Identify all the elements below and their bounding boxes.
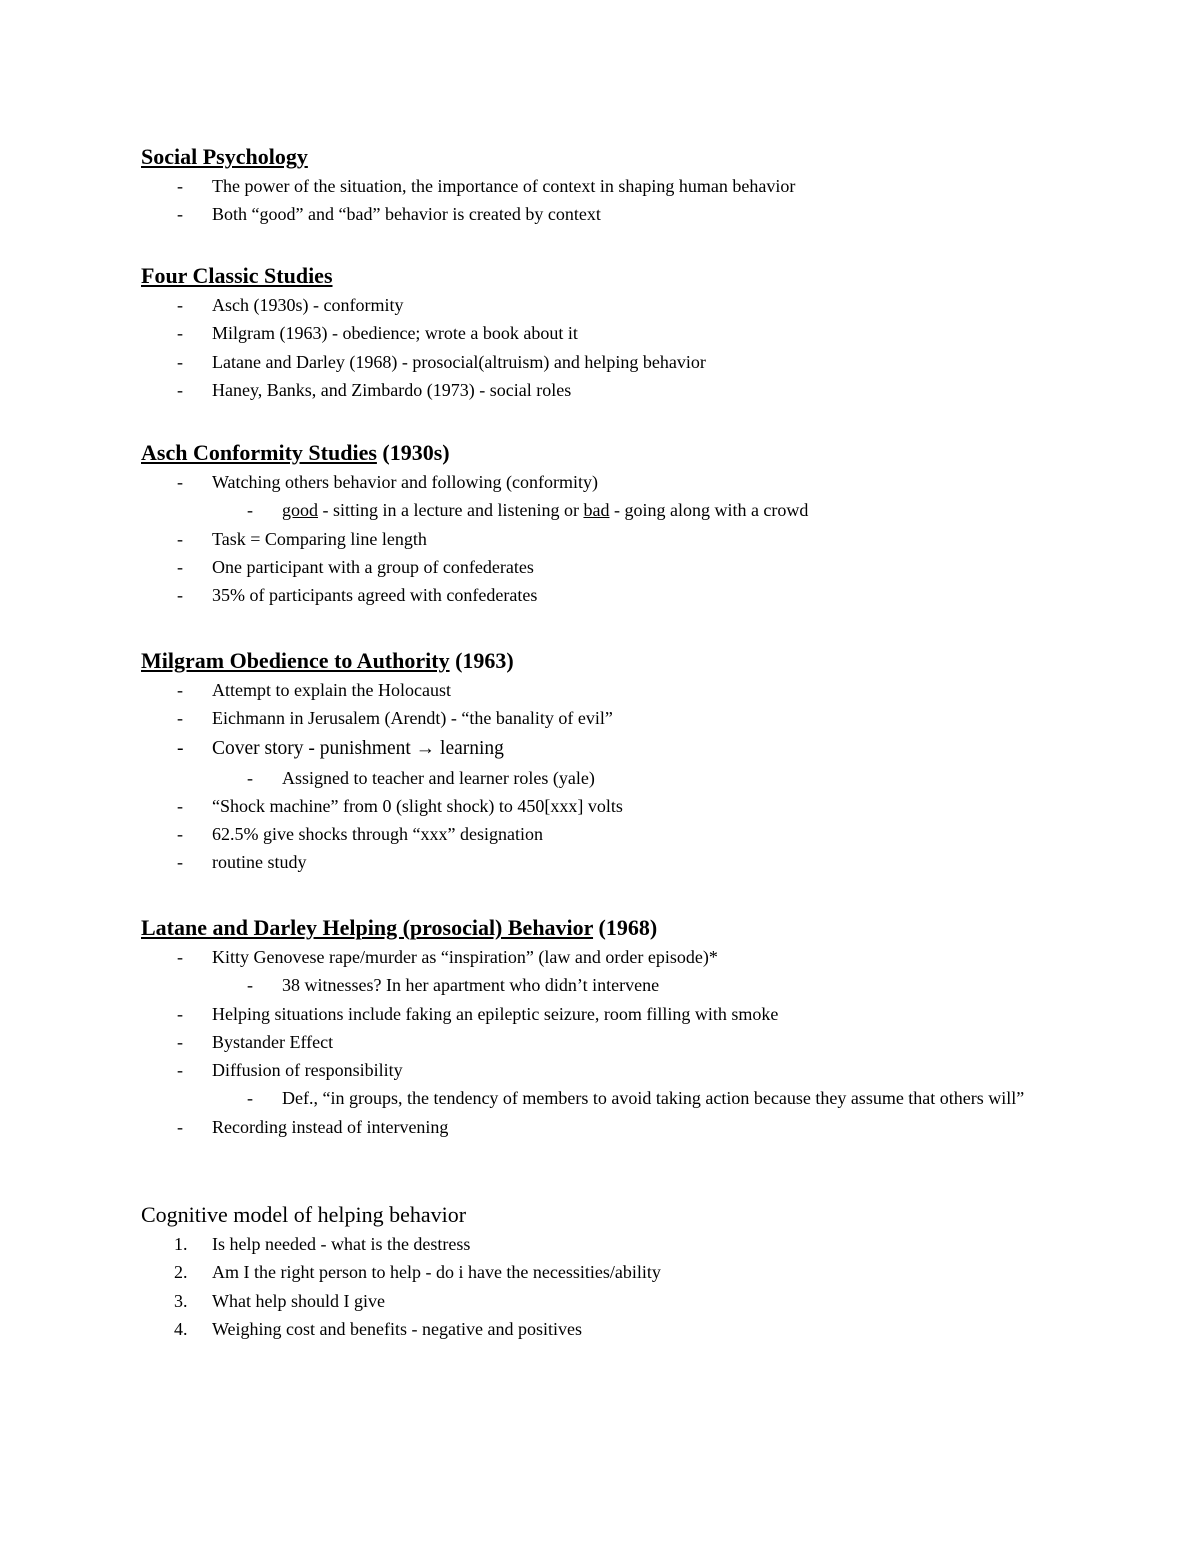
good-text: good bbox=[282, 500, 318, 521]
list-item-text: Both “good” and “bad” behavior is created by context bbox=[212, 204, 601, 225]
section-social-psychology bbox=[141, 142, 1101, 229]
list-item bbox=[141, 1056, 1101, 1084]
bullet-dash: - bbox=[177, 795, 183, 816]
list-item bbox=[141, 1113, 1101, 1141]
list-item-text: Weighing cost and benefits - negative and positives bbox=[212, 1318, 582, 1339]
bullet-dash: - bbox=[177, 176, 183, 196]
bullet-dash: - bbox=[177, 323, 183, 344]
list-item bbox=[141, 200, 1101, 228]
bullet-dash: - bbox=[177, 556, 183, 577]
list-item bbox=[141, 792, 1101, 820]
list-item-text: What help should I give bbox=[212, 1290, 385, 1311]
bullet-list bbox=[141, 468, 1101, 609]
list-item-text: Kitty Genovese rape/murder as “inspiration” (law and order episode)* bbox=[212, 947, 718, 967]
list-item bbox=[141, 704, 1101, 732]
section-milgram-obedience bbox=[141, 646, 1101, 877]
list-item bbox=[141, 581, 1101, 609]
list-item bbox=[141, 848, 1101, 876]
list-item-text: routine study bbox=[212, 852, 307, 873]
list-item bbox=[141, 676, 1101, 704]
bullet-dash: - bbox=[177, 947, 183, 967]
numbered-list bbox=[141, 1230, 1101, 1343]
bullet-dash: - bbox=[177, 1031, 183, 1052]
heading-text: Social Psychology bbox=[141, 144, 308, 169]
bullet-dash: - bbox=[247, 975, 253, 996]
heading-year: (1930s) bbox=[376, 440, 450, 465]
section-asch-conformity bbox=[141, 438, 1101, 609]
section-heading bbox=[141, 438, 1101, 468]
sub-list-item bbox=[141, 764, 1101, 792]
bullet-dash: - bbox=[177, 585, 183, 606]
list-item-text: Latane and Darley (1968) - prosocial(altruism) and helping behavior bbox=[212, 351, 706, 372]
bullet-dash: - bbox=[177, 737, 184, 759]
heading-text: Latane and Darley Helping (prosocial) Behavior bbox=[141, 915, 594, 940]
heading-text: Four Classic Studies bbox=[141, 263, 333, 288]
list-item bbox=[141, 820, 1101, 848]
section-heading bbox=[141, 1200, 1101, 1230]
list-item-text: Def., “in groups, the tendency of members to avoid taking action because they assume that others will” bbox=[282, 1088, 1025, 1109]
bullet-dash: - bbox=[177, 379, 183, 400]
list-item-text: One participant with a group of confederates bbox=[212, 556, 534, 577]
bullet-dash: - bbox=[177, 295, 183, 315]
list-item-text: Task = Comparing line length bbox=[212, 528, 427, 549]
bullet-list bbox=[141, 943, 1101, 1141]
list-item bbox=[141, 1287, 1101, 1315]
section-four-classic-studies bbox=[141, 261, 1101, 404]
bullet-dash: - bbox=[177, 708, 183, 729]
list-item-text: Diffusion of responsibility bbox=[212, 1060, 403, 1081]
heading-year: (1968) bbox=[593, 915, 658, 940]
list-item-text: Haney, Banks, and Zimbardo (1973) - social roles bbox=[212, 379, 572, 400]
list-item bbox=[141, 1028, 1101, 1056]
bullet-list bbox=[141, 676, 1101, 877]
bullet-dash: - bbox=[247, 767, 253, 788]
bullet-list bbox=[141, 172, 1101, 229]
section-cognitive-model bbox=[141, 1200, 1101, 1343]
list-item bbox=[141, 291, 1101, 319]
bullet-list bbox=[141, 291, 1101, 404]
list-item bbox=[141, 468, 1101, 496]
section-heading bbox=[141, 261, 1101, 291]
list-item-text: The power of the situation, the importance of context in shaping human behavior bbox=[212, 176, 796, 196]
bullet-dash: - bbox=[177, 528, 183, 549]
item-number: 4. bbox=[174, 1318, 188, 1339]
heading-text: Asch Conformity Studies bbox=[141, 440, 377, 465]
bullet-dash: - bbox=[177, 852, 183, 873]
bullet-dash: - bbox=[177, 824, 183, 845]
list-item-text: Watching others behavior and following (conformity) bbox=[212, 472, 598, 492]
list-item-text: 62.5% give shocks through “xxx” designation bbox=[212, 824, 543, 845]
item-number: 2. bbox=[174, 1262, 188, 1283]
list-item-text: 38 witnesses? In her apartment who didn’t intervene bbox=[282, 975, 660, 996]
list-item-text: Asch (1930s) - conformity bbox=[212, 295, 404, 315]
bullet-dash: - bbox=[177, 472, 183, 492]
list-item-text: - going along with a crowd bbox=[609, 500, 809, 521]
list-item bbox=[141, 733, 1101, 764]
list-item bbox=[141, 1230, 1101, 1258]
sub-list-item bbox=[141, 971, 1101, 999]
item-number: 1. bbox=[174, 1234, 188, 1254]
heading-year: (1963) bbox=[449, 648, 514, 673]
list-item-text: Eichmann in Jerusalem (Arendt) - “the banality of evil” bbox=[212, 708, 613, 729]
item-number: 3. bbox=[174, 1290, 188, 1311]
list-item bbox=[141, 172, 1101, 200]
section-heading bbox=[141, 913, 1101, 943]
list-item-text: Milgram (1963) - obedience; wrote a book about it bbox=[212, 323, 578, 344]
list-item bbox=[141, 525, 1101, 553]
list-item bbox=[141, 1258, 1101, 1286]
bullet-dash: - bbox=[177, 1116, 183, 1137]
bullet-dash: - bbox=[177, 680, 183, 700]
list-item bbox=[141, 1000, 1101, 1028]
list-item-text: Am I the right person to help - do i have the necessities/ability bbox=[212, 1262, 661, 1283]
list-item-text: - sitting in a lecture and listening or bbox=[318, 500, 584, 521]
sub-list-item bbox=[141, 1084, 1042, 1112]
bullet-dash: - bbox=[247, 500, 253, 521]
bullet-dash: - bbox=[177, 1060, 183, 1081]
list-item bbox=[141, 943, 1101, 971]
section-latane-darley bbox=[141, 913, 1101, 1141]
list-item-text: Assigned to teacher and learner roles (yale) bbox=[282, 767, 595, 788]
list-item-text: Recording instead of intervening bbox=[212, 1116, 449, 1137]
section-heading bbox=[141, 142, 1101, 172]
list-item-text: Is help needed - what is the destress bbox=[212, 1234, 471, 1254]
list-item bbox=[141, 376, 1101, 404]
section-heading bbox=[141, 646, 1101, 676]
bad-text: bad bbox=[583, 500, 610, 521]
list-item-text: Cover story - punishment → learning bbox=[212, 737, 504, 759]
sub-list-item bbox=[141, 496, 1101, 524]
list-item-text: “Shock machine” from 0 (slight shock) to 450[xxx] volts bbox=[212, 795, 623, 816]
list-item-text: Attempt to explain the Holocaust bbox=[212, 680, 451, 700]
list-item bbox=[141, 348, 1101, 376]
bullet-dash: - bbox=[177, 204, 183, 225]
heading-text: Milgram Obedience to Authority bbox=[141, 648, 450, 673]
bullet-dash: - bbox=[177, 351, 183, 372]
list-item bbox=[141, 1315, 1101, 1343]
list-item-text: 35% of participants agreed with confederates bbox=[212, 585, 538, 606]
list-item bbox=[141, 553, 1101, 581]
list-item-text: Bystander Effect bbox=[212, 1031, 334, 1052]
bullet-dash: - bbox=[247, 1088, 253, 1109]
heading-text: Cognitive model of helping behavior bbox=[141, 1202, 467, 1227]
list-item bbox=[141, 319, 1101, 347]
list-item-text: Helping situations include faking an epileptic seizure, room filling with smoke bbox=[212, 1003, 779, 1024]
bullet-dash: - bbox=[177, 1003, 183, 1024]
